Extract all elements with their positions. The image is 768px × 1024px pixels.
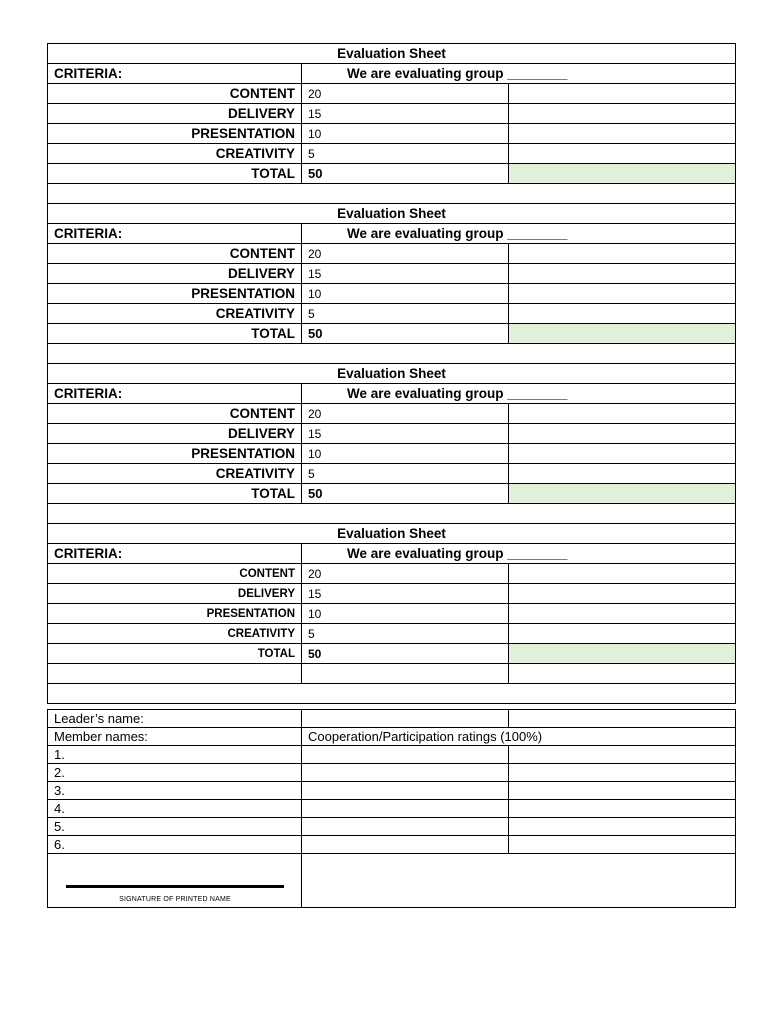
sheet-2-title-row (48, 204, 736, 224)
total-score-cell[interactable] (509, 324, 736, 344)
criterion-row (48, 424, 736, 444)
score-cell[interactable] (509, 144, 736, 164)
group-label[interactable]: We are evaluating group ________ (302, 384, 736, 404)
member-rating[interactable] (302, 836, 509, 854)
criterion-name: CREATIVITY (48, 144, 302, 164)
member-rating[interactable] (302, 800, 509, 818)
leader-name-field-extra[interactable] (509, 710, 736, 728)
criterion-row (48, 464, 736, 484)
score-cell[interactable] (509, 404, 736, 424)
sheet-title: Evaluation Sheet (48, 204, 736, 224)
member-number[interactable]: 1. (48, 746, 302, 764)
total-score-cell[interactable] (509, 164, 736, 184)
member-rating-extra[interactable] (509, 800, 736, 818)
member-row (48, 818, 736, 836)
score-cell[interactable] (509, 464, 736, 484)
score-cell[interactable] (509, 304, 736, 324)
criterion-points: 20 (302, 244, 509, 264)
member-rating[interactable] (302, 746, 509, 764)
member-number[interactable]: 5. (48, 818, 302, 836)
score-cell[interactable] (509, 124, 736, 144)
criterion-row (48, 84, 736, 104)
criterion-points: 5 (302, 624, 509, 644)
leader-name-field[interactable] (302, 710, 509, 728)
member-number[interactable]: 2. (48, 764, 302, 782)
criterion-name: CONTENT (48, 404, 302, 424)
member-row (48, 800, 736, 818)
group-label[interactable]: We are evaluating group ________ (302, 64, 736, 84)
member-row (48, 836, 736, 854)
criterion-points: 5 (302, 464, 509, 484)
leader-row (48, 710, 736, 728)
member-number[interactable]: 4. (48, 800, 302, 818)
members-section (47, 709, 735, 908)
criterion-points: 15 (302, 424, 509, 444)
criterion-row (48, 244, 736, 264)
criterion-row (48, 404, 736, 424)
criterion-name: CONTENT (48, 244, 302, 264)
member-row (48, 782, 736, 800)
score-cell[interactable] (509, 104, 736, 124)
blank-cell[interactable] (302, 664, 509, 684)
criterion-name: CREATIVITY (48, 624, 302, 644)
total-row (48, 644, 736, 664)
members-header-row (48, 728, 736, 746)
leader-name-label: Leader’s name: (48, 710, 302, 728)
member-rating[interactable] (302, 764, 509, 782)
group-label[interactable]: We are evaluating group ________ (302, 224, 736, 244)
score-cell[interactable] (509, 624, 736, 644)
criterion-points: 10 (302, 284, 509, 304)
criterion-name: DELIVERY (48, 584, 302, 604)
sheet-3-header-row (48, 384, 736, 404)
criterion-row (48, 304, 736, 324)
score-cell[interactable] (509, 564, 736, 584)
score-cell[interactable] (509, 284, 736, 304)
blank-cell[interactable] (509, 664, 736, 684)
spacer-row (48, 184, 736, 204)
criterion-name: CREATIVITY (48, 464, 302, 484)
criterion-name: CONTENT (48, 84, 302, 104)
spacer-row (48, 504, 736, 524)
sheet-title: Evaluation Sheet (48, 524, 736, 544)
criterion-points: 10 (302, 604, 509, 624)
sheet-2-header-row (48, 224, 736, 244)
criterion-name: CREATIVITY (48, 304, 302, 324)
criterion-points: 10 (302, 444, 509, 464)
member-rating-extra[interactable] (509, 818, 736, 836)
signature-notes-cell[interactable] (302, 854, 736, 908)
spacer-row (48, 684, 736, 704)
total-score-cell[interactable] (509, 484, 736, 504)
blank-cell[interactable] (48, 664, 302, 684)
criterion-name: PRESENTATION (48, 124, 302, 144)
total-row (48, 164, 736, 184)
group-label[interactable]: We are evaluating group ________ (302, 544, 736, 564)
member-rating[interactable] (302, 818, 509, 836)
total-label: TOTAL (48, 164, 302, 184)
criteria-label: CRITERIA: (48, 64, 302, 84)
criterion-name: PRESENTATION (48, 284, 302, 304)
criterion-row (48, 264, 736, 284)
criterion-points: 20 (302, 84, 509, 104)
signature-line (66, 885, 284, 888)
total-row (48, 484, 736, 504)
member-row (48, 764, 736, 782)
criteria-label: CRITERIA: (48, 384, 302, 404)
criterion-name: PRESENTATION (48, 604, 302, 624)
spacer-cell (48, 344, 736, 364)
criterion-name: PRESENTATION (48, 444, 302, 464)
member-rating-extra[interactable] (509, 746, 736, 764)
criteria-label: CRITERIA: (48, 224, 302, 244)
total-label: TOTAL (48, 484, 302, 504)
members-table (47, 709, 736, 908)
member-number[interactable]: 3. (48, 782, 302, 800)
criterion-points: 20 (302, 404, 509, 424)
total-label: TOTAL (48, 644, 302, 664)
score-cell[interactable] (509, 584, 736, 604)
criterion-points: 15 (302, 264, 509, 284)
criterion-row (48, 604, 736, 624)
total-score-cell[interactable] (509, 644, 736, 664)
criterion-points: 15 (302, 104, 509, 124)
spacer-cell (48, 184, 736, 204)
signature-label: SIGNATURE OF PRINTED NAME (119, 896, 231, 903)
criterion-points: 5 (302, 144, 509, 164)
spacer-cell (48, 684, 736, 704)
criterion-points: 15 (302, 584, 509, 604)
member-row (48, 746, 736, 764)
total-points: 50 (302, 324, 509, 344)
member-names-label: Member names: (48, 728, 302, 746)
sheet-4-header-row (48, 544, 736, 564)
spacer-cell (48, 504, 736, 524)
member-rating-extra[interactable] (509, 836, 736, 854)
criterion-row (48, 624, 736, 644)
criterion-name: DELIVERY (48, 424, 302, 444)
criterion-row (48, 284, 736, 304)
evaluation-sheets (47, 43, 735, 704)
score-cell[interactable] (509, 244, 736, 264)
criterion-row (48, 104, 736, 124)
member-rating-extra[interactable] (509, 782, 736, 800)
signature-row (48, 854, 736, 908)
sheet-1-header-row (48, 64, 736, 84)
sheet-1-title-row (48, 44, 736, 64)
total-label: TOTAL (48, 324, 302, 344)
criterion-row (48, 564, 736, 584)
criterion-points: 10 (302, 124, 509, 144)
criterion-name: DELIVERY (48, 264, 302, 284)
total-points: 50 (302, 164, 509, 184)
blank-row (48, 664, 736, 684)
member-rating[interactable] (302, 782, 509, 800)
criterion-name: DELIVERY (48, 104, 302, 124)
sheet-3-title-row (48, 364, 736, 384)
spacer-row (48, 344, 736, 364)
criterion-row (48, 124, 736, 144)
criterion-row (48, 144, 736, 164)
score-cell[interactable] (509, 84, 736, 104)
sheet-4-title-row (48, 524, 736, 544)
ratings-label: Cooperation/Participation ratings (100%) (302, 728, 736, 746)
criterion-points: 20 (302, 564, 509, 584)
criterion-row (48, 444, 736, 464)
score-cell[interactable] (509, 424, 736, 444)
criterion-points: 5 (302, 304, 509, 324)
evaluation-table (47, 43, 736, 704)
member-rating-extra[interactable] (509, 764, 736, 782)
score-cell[interactable] (509, 444, 736, 464)
total-row (48, 324, 736, 344)
criterion-row (48, 584, 736, 604)
sheet-title: Evaluation Sheet (48, 364, 736, 384)
sheet-title: Evaluation Sheet (48, 44, 736, 64)
total-points: 50 (302, 484, 509, 504)
criterion-name: CONTENT (48, 564, 302, 584)
total-points: 50 (302, 644, 509, 664)
criteria-label: CRITERIA: (48, 544, 302, 564)
member-number[interactable]: 6. (48, 836, 302, 854)
score-cell[interactable] (509, 604, 736, 624)
signature-cell[interactable] (48, 854, 302, 908)
score-cell[interactable] (509, 264, 736, 284)
